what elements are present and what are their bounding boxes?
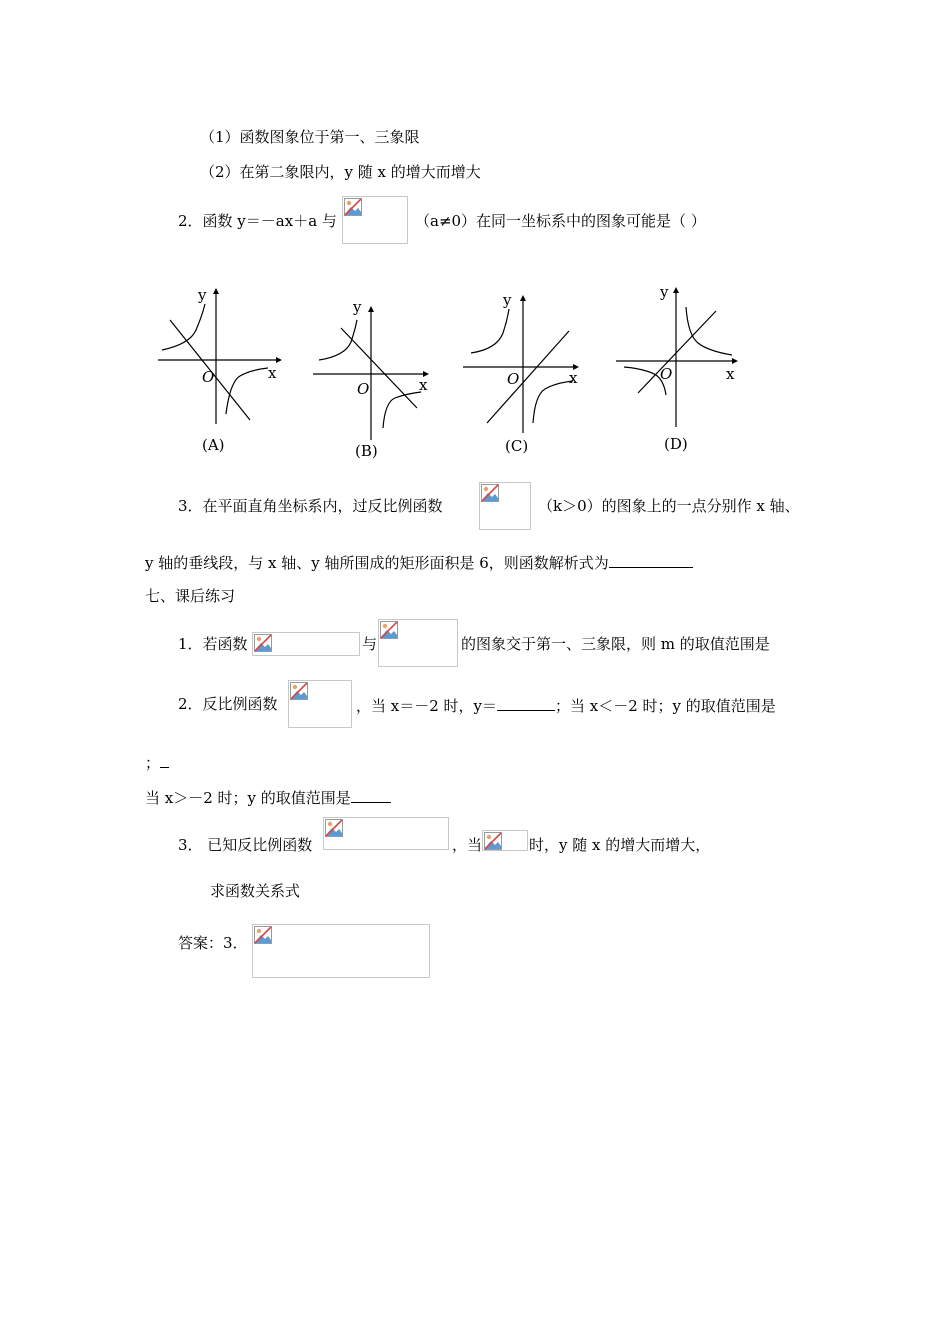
homework-2-part-b bbox=[356, 694, 776, 716]
graph-caption: (A) bbox=[202, 436, 225, 454]
graph-b bbox=[305, 292, 445, 467]
line-graph bbox=[638, 311, 716, 393]
y-label: y bbox=[353, 298, 362, 316]
broken-image-icon bbox=[380, 621, 398, 639]
homework-2-part-d bbox=[145, 751, 169, 773]
formula-image bbox=[479, 482, 531, 530]
x-label: x bbox=[268, 364, 277, 382]
homework-3-part-c: 时，y 随 x 的增大而增大， bbox=[529, 836, 711, 854]
homework-2-part-e bbox=[145, 786, 391, 808]
y-label: y bbox=[503, 291, 512, 309]
question-3-text: y 轴的垂线段，与 x 轴、y 轴所围成的矩形面积是 6，则函数解析式为 bbox=[145, 554, 609, 572]
broken-image-icon bbox=[254, 926, 272, 944]
homework-3-part-d: 求函数关系式 bbox=[210, 882, 301, 900]
formula-image bbox=[288, 680, 352, 728]
broken-image-icon bbox=[481, 484, 499, 502]
broken-image-icon bbox=[254, 634, 272, 652]
graph-caption: (B) bbox=[355, 442, 378, 460]
broken-image-icon bbox=[325, 819, 343, 837]
formula-image bbox=[323, 817, 449, 850]
origin-label: O bbox=[202, 368, 215, 386]
y-label: y bbox=[198, 286, 207, 304]
formula-image bbox=[252, 924, 430, 978]
y-label: y bbox=[660, 283, 669, 301]
section-heading: 七、课后练习 bbox=[145, 587, 236, 605]
question-2-part-a: 2．函数 y＝－ax＋a 与 bbox=[178, 212, 337, 230]
graph-c bbox=[457, 287, 597, 462]
hyperbola-branch bbox=[383, 392, 421, 428]
homework-3-part-a: 3． 已知反比例函数 bbox=[178, 836, 313, 854]
statement-2: （2）在第二象限内，y 随 x 的增大而增大 bbox=[200, 163, 481, 181]
answer-blank bbox=[351, 786, 391, 803]
hyperbola-branch bbox=[686, 307, 732, 355]
hyperbola-branch bbox=[471, 309, 509, 353]
line-graph bbox=[487, 331, 569, 423]
hyperbola-branch bbox=[226, 368, 268, 414]
homework-2-text: 当 x＞－2 时；y 的取值范围是 bbox=[145, 789, 351, 807]
x-label: x bbox=[569, 369, 578, 387]
hyperbola-branch bbox=[319, 320, 357, 360]
hyperbola-branch bbox=[533, 381, 573, 423]
answer-label: 答案：3． bbox=[178, 934, 248, 952]
broken-image-icon bbox=[344, 198, 362, 216]
answer-blank bbox=[497, 694, 555, 711]
answer-blank bbox=[160, 751, 169, 768]
question-3-part-a: 3．在平面直角坐标系内，过反比例函数 bbox=[178, 497, 443, 515]
homework-2-part-a: 2．反比例函数 bbox=[178, 695, 278, 713]
x-label: x bbox=[419, 376, 428, 394]
question-3-part-c bbox=[145, 551, 693, 573]
formula-image bbox=[342, 196, 408, 244]
origin-label: O bbox=[507, 370, 520, 388]
homework-2-text: ，当 x＝－2 时，y＝ bbox=[356, 697, 498, 715]
homework-1-part-c: 的图象交于第一、三象限，则 m 的取值范围是 bbox=[461, 635, 770, 653]
homework-1-part-a: 1．若函数 bbox=[178, 635, 248, 653]
graph-caption: (C) bbox=[505, 437, 529, 455]
formula-image bbox=[378, 619, 458, 667]
formula-image bbox=[482, 830, 528, 851]
hyperbola-branch bbox=[162, 304, 205, 350]
line-graph bbox=[341, 328, 417, 408]
statement-1: （1）函数图象位于第一、三象限 bbox=[200, 128, 420, 146]
answer-blank bbox=[609, 551, 693, 568]
question-2-part-b: （a≠0）在同一坐标系中的图象可能是（ ） bbox=[415, 212, 706, 230]
graph-caption: (D) bbox=[664, 435, 688, 453]
graph-d bbox=[610, 281, 750, 456]
homework-2-semicolon: ； bbox=[145, 754, 161, 772]
broken-image-icon bbox=[290, 682, 308, 700]
origin-label: O bbox=[357, 380, 370, 398]
broken-image-icon bbox=[484, 832, 502, 850]
homework-2-text: ；当 x＜－2 时；y 的取值范围是 bbox=[555, 697, 776, 715]
homework-1-part-b: 与 bbox=[362, 635, 378, 653]
graph-a bbox=[150, 282, 290, 462]
formula-image bbox=[252, 632, 360, 656]
homework-3-part-b: ，当 bbox=[452, 836, 483, 854]
origin-label: O bbox=[660, 365, 673, 383]
question-3-part-b: （k＞0）的图象上的一点分别作 x 轴、 bbox=[538, 497, 800, 515]
x-label: x bbox=[726, 365, 735, 383]
